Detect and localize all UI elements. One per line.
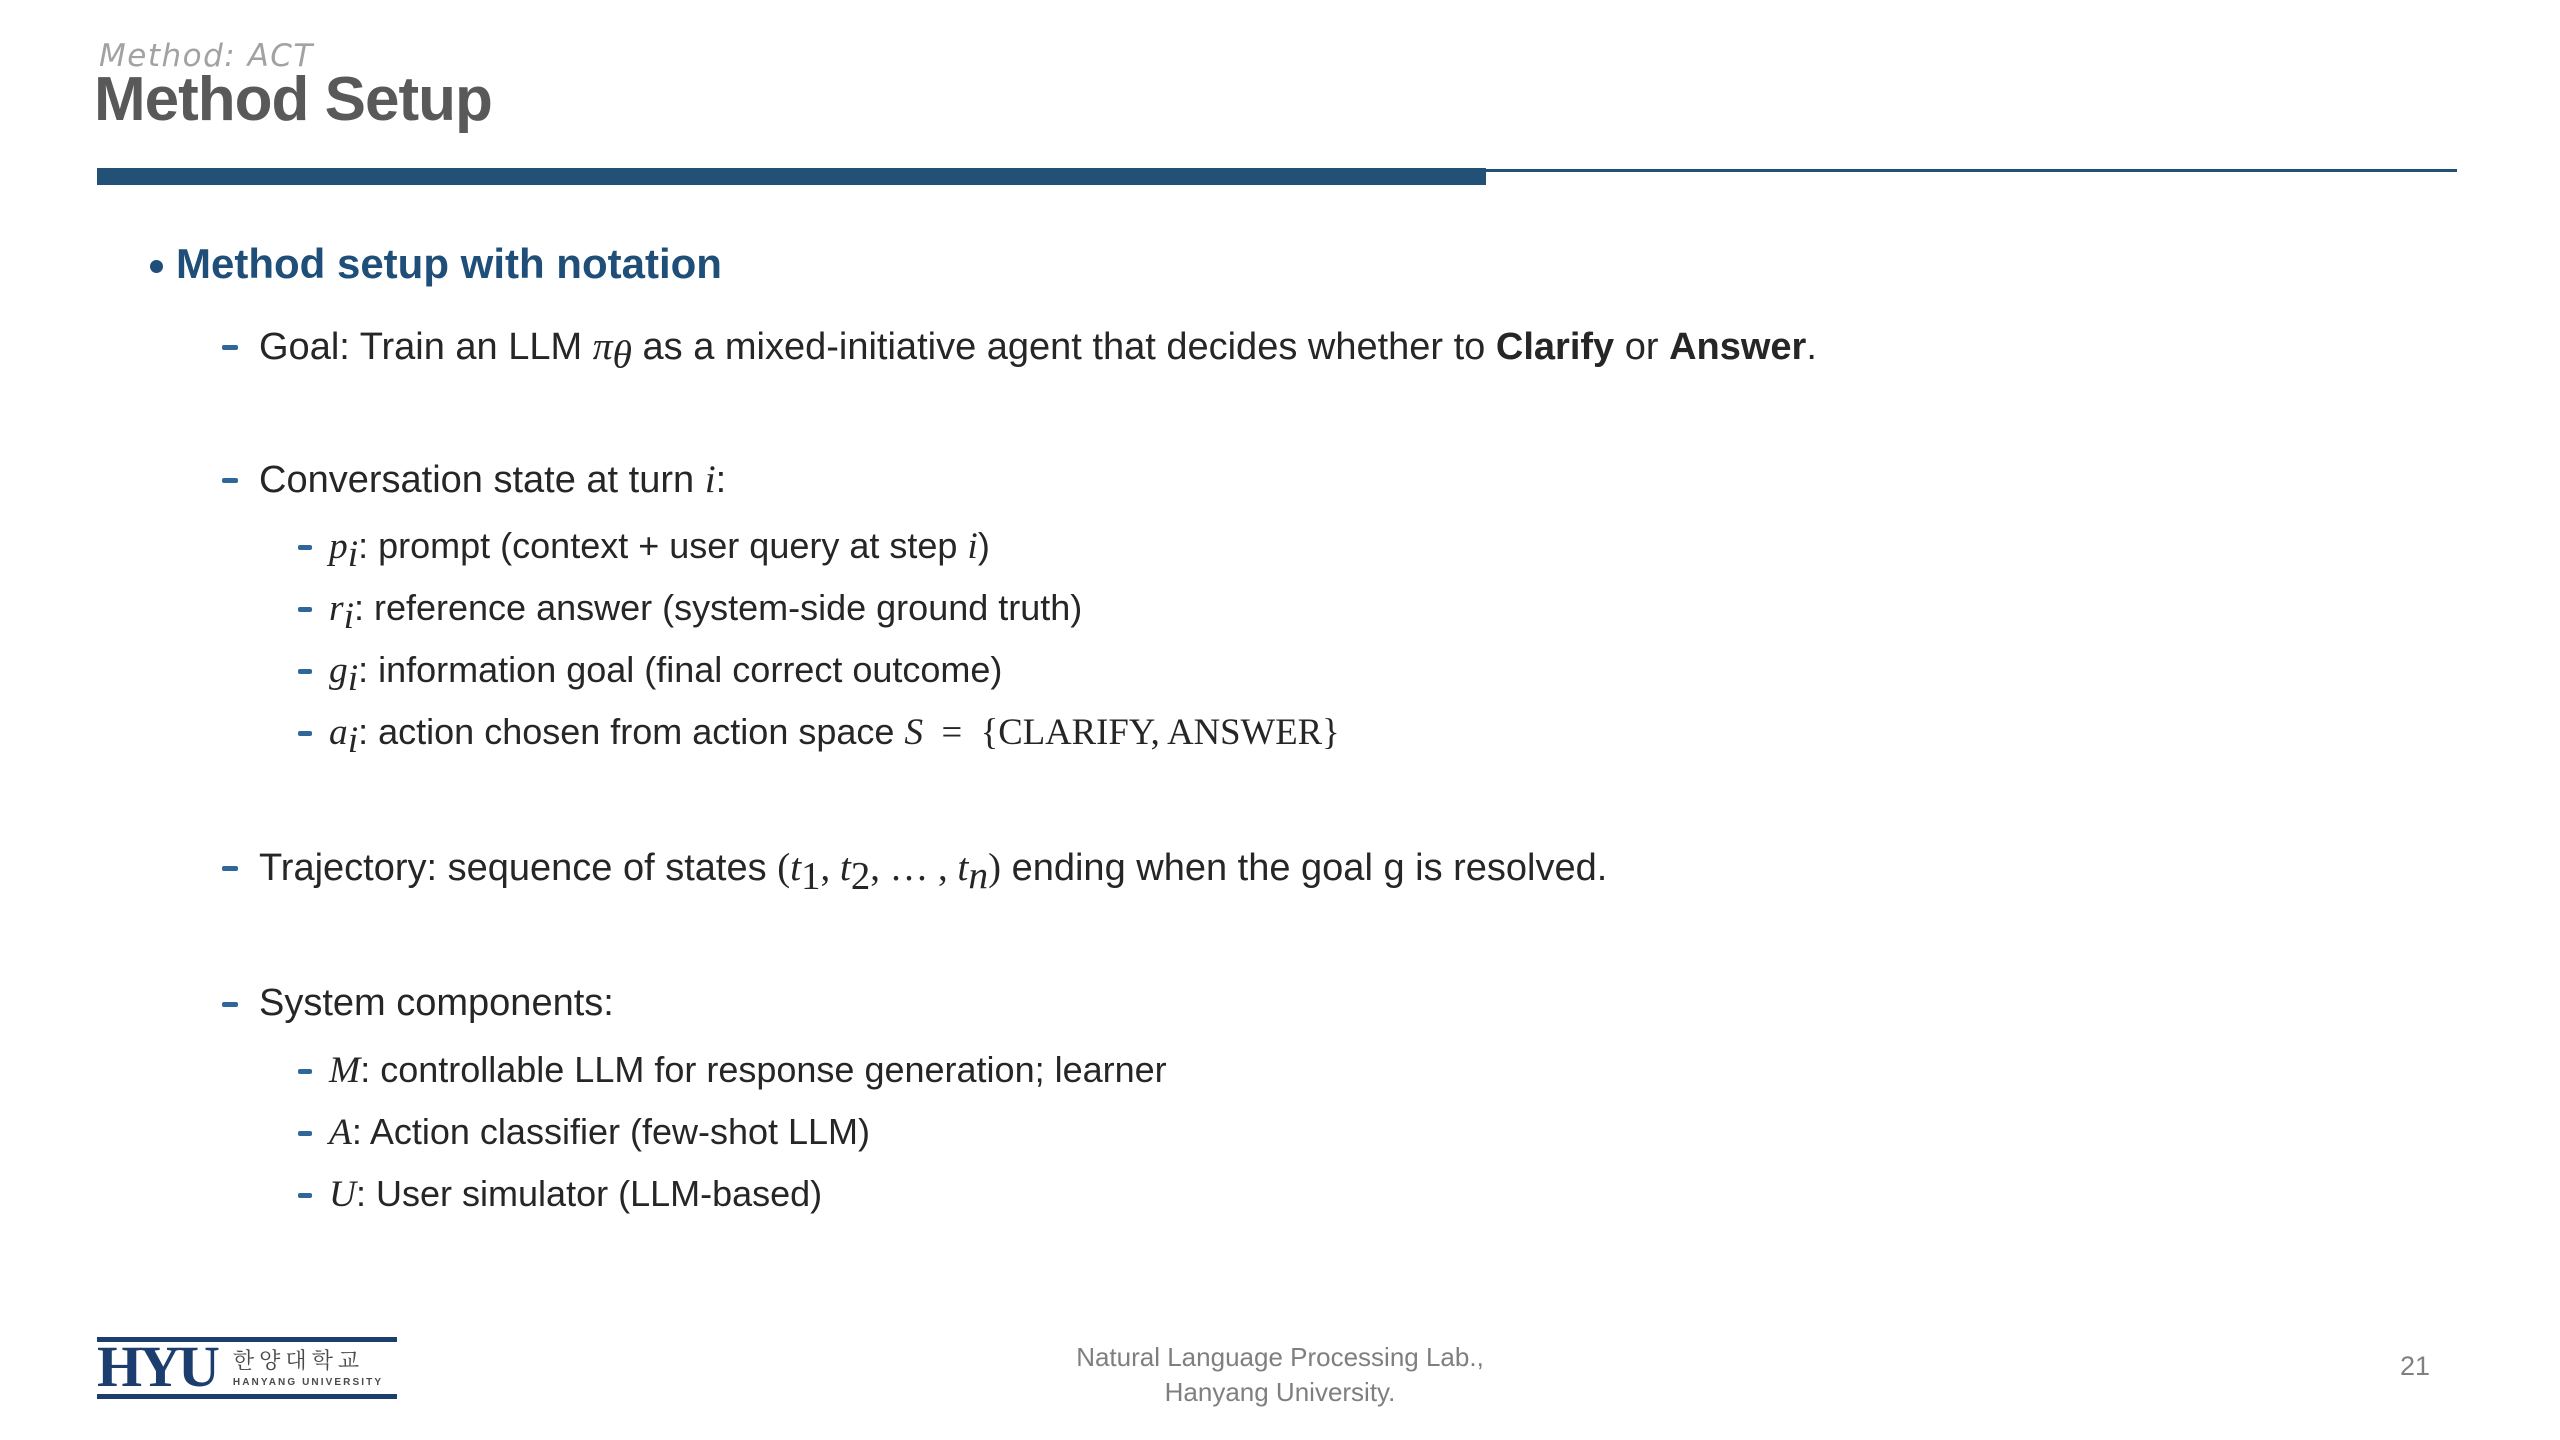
text-segment: p (329, 525, 348, 567)
text-segment: as a mixed-initiative agent that decides whether to (631, 326, 1496, 368)
bullet-group-trajectory (150, 839, 2480, 898)
dash-bullet-icon (298, 607, 312, 612)
text-segment: {CLARIFY, ANSWER} (980, 711, 1340, 752)
text-segment: π (592, 324, 613, 368)
bullet-item (150, 318, 2480, 377)
text-segment: t (790, 845, 802, 889)
page-title: Method Setup (94, 65, 492, 134)
text-segment: ( (777, 846, 791, 889)
sub-bullet-text (329, 710, 1340, 762)
text-segment: , (820, 846, 840, 889)
bullet-group-system-components (150, 975, 2480, 1225)
sub-bullet-text (329, 1111, 870, 1154)
sub-bullet-item (150, 701, 2480, 763)
text-segment: θ (612, 332, 632, 377)
bullet-group-conversation-state (150, 451, 2480, 763)
text-segment: : reference answer (system-side ground truth) (353, 586, 1083, 628)
bullet-list (150, 318, 2480, 1225)
bullet-text (259, 323, 1817, 377)
text-segment: ) (988, 846, 1002, 889)
text-segment: or (1614, 326, 1670, 368)
text-segment: Goal: Train an LLM (259, 326, 593, 368)
sub-bullet-text (329, 648, 1003, 699)
sub-bullet-item (150, 577, 2480, 639)
text-segment: S (904, 712, 924, 753)
sub-bullet-text (329, 586, 1083, 637)
dash-bullet-icon (298, 669, 312, 674)
bullet-group-goal (150, 318, 2480, 377)
text-segment: M (329, 1049, 361, 1091)
text-segment: : information goal (final correct outcome) (358, 648, 1003, 690)
text-segment: i (347, 657, 359, 699)
slide-kicker: Method: ACT (99, 38, 314, 74)
sub-bullet-item (150, 1101, 2480, 1163)
text-segment: , … , (870, 846, 958, 889)
sub-bullet-item (150, 515, 2480, 577)
sub-bullet-item (150, 1163, 2480, 1225)
text-segment: Clarify (1495, 326, 1615, 368)
sub-bullet-text (329, 1173, 822, 1216)
sub-bullet-text (329, 524, 990, 575)
text-segment: Conversation state at turn (259, 459, 705, 501)
bullet-dot-icon (150, 260, 163, 273)
footer-lab-name (0, 1333, 2560, 1410)
text-segment: i (967, 525, 978, 567)
text-segment: i (347, 720, 359, 762)
section-heading-row (150, 238, 2480, 290)
text-segment: t (957, 845, 969, 889)
dash-bullet-icon (298, 545, 312, 550)
text-segment: i (347, 533, 359, 575)
sub-bullet-item (150, 1039, 2480, 1101)
footer-lab-line2: Hanyang University. (1164, 1377, 1396, 1407)
bullet-text (259, 844, 1608, 898)
text-segment: g (329, 649, 348, 691)
text-segment: System components: (259, 981, 614, 1024)
text-segment: : Action classifier (few-shot LLM) (351, 1110, 871, 1152)
text-segment: ending when the goal g is resolved. (1001, 847, 1608, 889)
text-segment: ) (977, 524, 990, 566)
dash-bullet-icon (298, 1193, 312, 1198)
text-segment: i (343, 595, 354, 637)
dash-bullet-icon (222, 1002, 238, 1007)
sub-bullet-text (329, 1049, 1167, 1092)
dash-bullet-icon (298, 731, 312, 736)
bullet-item (150, 839, 2480, 898)
dash-bullet-icon (222, 866, 238, 871)
bullet-item (150, 451, 2480, 507)
text-segment: : (715, 459, 727, 501)
text-segment: Answer (1669, 326, 1807, 368)
footer-lab-line1: Natural Language Processing Lab., (1076, 1342, 1484, 1372)
text-segment: Trajectory: sequence of states (259, 847, 778, 889)
text-segment: : controllable LLM for response generation; learner (360, 1048, 1167, 1090)
text-segment: t (839, 845, 851, 889)
sub-bullet-item (150, 639, 2480, 701)
dash-bullet-icon (222, 478, 238, 483)
dash-bullet-icon (298, 1069, 312, 1074)
text-segment: i (704, 457, 716, 501)
text-segment: : User simulator (LLM-based) (356, 1172, 823, 1214)
text-segment: : action chosen from action space (358, 711, 905, 752)
text-segment: : prompt (context + user query at step (358, 524, 968, 566)
title-rule-thick (97, 168, 1486, 185)
text-segment: r (329, 587, 344, 629)
text-segment: 1 (801, 854, 821, 898)
text-segment: . (1806, 326, 1817, 368)
sub-bullet-list (150, 1039, 2480, 1225)
dash-bullet-icon (222, 345, 238, 350)
text-segment: A (329, 1111, 352, 1153)
bullet-text (259, 982, 614, 1025)
text-segment: 2 (850, 854, 871, 898)
bullet-item (150, 975, 2480, 1031)
section-heading: Method setup with notation (176, 240, 722, 287)
text-segment: n (968, 853, 989, 898)
logo-acronym: HYU (97, 1333, 217, 1399)
sub-bullet-list (150, 515, 2480, 763)
page-number: 21 (2400, 1351, 2431, 1381)
text-segment: U (329, 1173, 357, 1215)
logo-english-name: HANYANG UNIVERSITY (232, 1376, 384, 1388)
text-segment: a (329, 712, 348, 753)
slide-content (150, 238, 2480, 1225)
logo-korean-name: 한양대학교 (232, 1347, 365, 1373)
dash-bullet-icon (298, 1131, 312, 1136)
text-segment: = (923, 711, 981, 752)
bullet-text (259, 456, 726, 502)
